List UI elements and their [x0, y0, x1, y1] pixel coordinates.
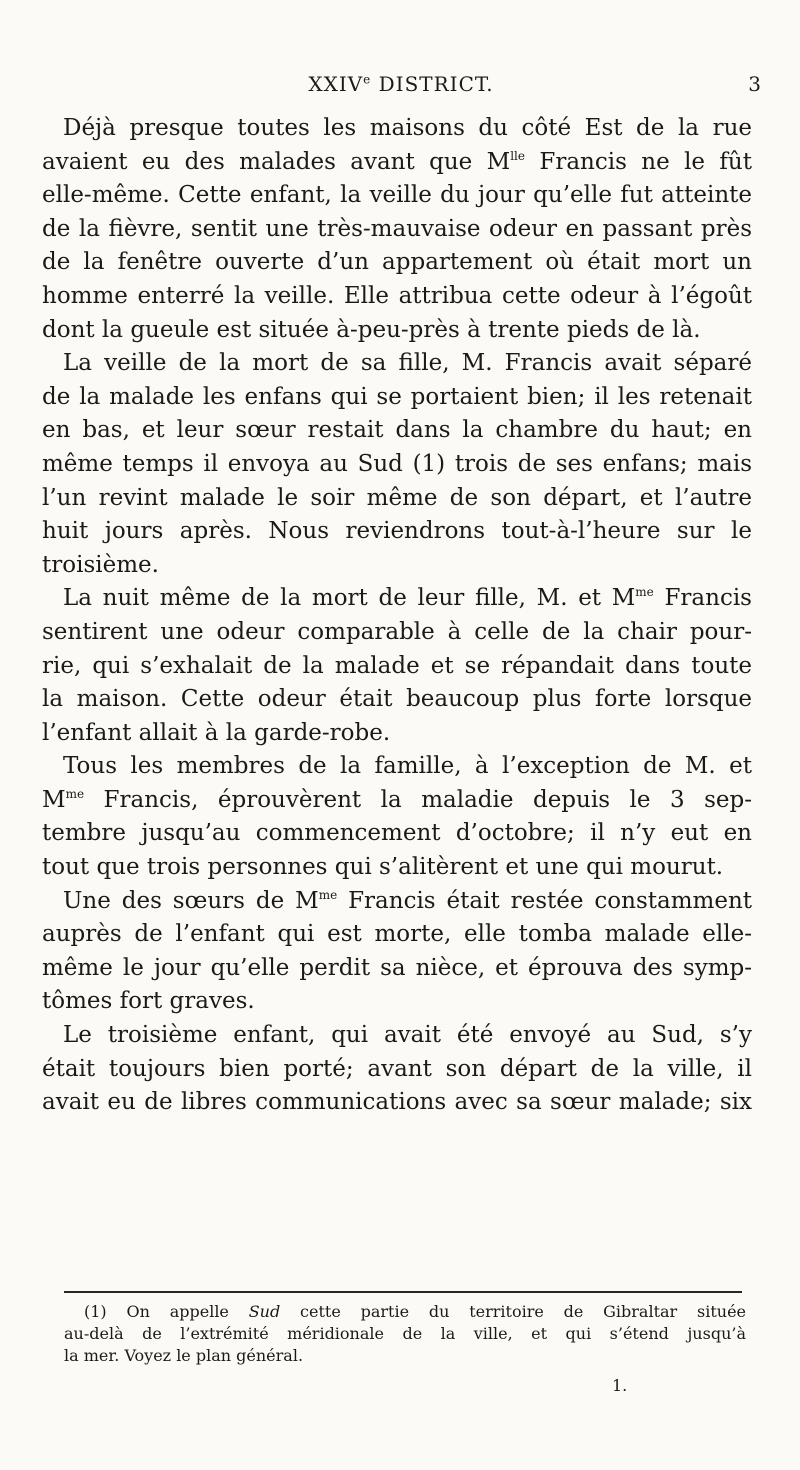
text-line — [42, 817, 752, 851]
text-line — [42, 1019, 752, 1053]
district-sup: e — [363, 72, 372, 87]
text-segment: Déjà presque toutes les maisons du côté Est de la rue — [63, 115, 752, 141]
text-line — [42, 582, 752, 616]
district-prefix: XXIV — [308, 72, 364, 96]
text-line — [42, 918, 752, 952]
signature-mark: 1. — [612, 1376, 628, 1395]
text-line — [42, 414, 752, 448]
footnote-line: la mer. Voyez le plan général. — [64, 1346, 304, 1365]
text-segment: Francis ne le fût — [524, 148, 752, 175]
text-line — [42, 717, 752, 751]
text-line — [42, 650, 752, 684]
text-segment: de la malade les enfans qui se portaient bien; il les retenait — [42, 383, 752, 410]
text-line — [42, 146, 752, 180]
text-segment: troisième. — [42, 551, 159, 578]
text-segment: tembre jusqu’au commencement d’octobre; il n’y eut en — [42, 820, 752, 847]
text-line — [42, 515, 752, 549]
text-line — [42, 314, 752, 348]
text-line — [42, 381, 752, 415]
footnote-text: On appelle — [106, 1302, 249, 1321]
text-segment: tômes fort graves. — [42, 988, 255, 1015]
text-line — [42, 952, 752, 986]
text-segment: elle-même. Cette enfant, la veille du jour qu’elle fut atteinte — [42, 182, 752, 209]
text-line — [42, 885, 752, 919]
footnote-line — [64, 1301, 746, 1323]
text-segment: la maison. Cette odeur était beaucoup plus forte lorsque — [42, 686, 752, 713]
text-line — [42, 179, 752, 213]
text-segment: était toujours bien porté; avant son départ de la ville, il — [42, 1055, 752, 1082]
text-line — [42, 616, 752, 650]
text-line — [42, 112, 752, 146]
text-line — [42, 1053, 752, 1087]
text-line — [42, 347, 752, 381]
text-segment: La veille de la mort de sa fille, M. Francis avait séparé — [63, 350, 752, 377]
text-line — [42, 246, 752, 280]
text-segment: huit jours après. Nous reviendrons tout-à-l’heure sur le — [42, 518, 752, 545]
text-segment: Une des sœurs de M — [63, 887, 319, 914]
text-line — [42, 784, 752, 818]
text-line — [42, 1086, 752, 1120]
text-segment: de la fenêtre ouverte d’un appartement où était mort un — [42, 249, 752, 276]
text-line — [42, 683, 752, 717]
footnote — [64, 1301, 746, 1367]
text-segment: avaient eu des malades avant que M — [42, 148, 511, 175]
page-header — [40, 72, 762, 102]
text-segment: rie, qui s’exhalait de la malade et se répandait dans toute — [42, 652, 752, 679]
text-segment: en bas, et leur sœur restait dans la chambre du haut; en — [42, 417, 752, 444]
text-segment: même temps il envoya au Sud (1) trois de ses enfans; mais — [42, 450, 752, 477]
text-line — [42, 851, 752, 885]
text-segment: avait eu de libres communications avec sa sœur malade; six — [42, 1089, 752, 1116]
page-number: 3 — [748, 72, 762, 96]
footnote-rule — [64, 1291, 742, 1293]
text-segment: Tous les membres de la famille, à l’exception de M. et — [63, 753, 752, 780]
text-segment: sentirent une odeur comparable à celle de la chair pour- — [42, 618, 752, 645]
text-segment: La nuit même de la mort de leur fille, M. et M — [63, 585, 636, 612]
text-segment: Francis était restée constamment — [337, 887, 753, 914]
text-segment: homme enterré la veille. Elle attribua cette odeur à l’égoût — [42, 282, 752, 309]
text-segment: auprès de l’enfant qui est morte, elle tomba malade elle- — [42, 921, 752, 948]
text-segment: M — [42, 786, 66, 813]
superscript: lle — [510, 148, 525, 163]
text-line — [42, 985, 752, 1019]
text-line — [42, 280, 752, 314]
text-segment: dont la gueule est située à-peu-près à trente pieds de là. — [42, 316, 701, 343]
district-suffix: DISTRICT. — [378, 72, 494, 96]
text-line — [42, 549, 752, 583]
footnote-term: Sud — [248, 1302, 281, 1321]
superscript: me — [65, 786, 85, 801]
text-segment: Francis — [653, 585, 752, 612]
text-segment: l’un revint malade le soir même de son départ, et l’autre — [42, 484, 752, 511]
footnote-marker: (1) — [84, 1302, 107, 1321]
text-segment: Le troisième enfant, qui avait été envoyé au Sud, s’y — [63, 1022, 752, 1049]
text-line — [42, 482, 752, 516]
superscript: me — [635, 585, 654, 600]
text-segment: l’enfant allait à la garde-robe. — [42, 719, 391, 746]
text-line — [42, 750, 752, 784]
text-segment: de la fièvre, sentit une très-mauvaise odeur en passant près — [42, 215, 752, 242]
text-segment: Francis, éprouvèrent la maladie depuis le 3 sep- — [84, 786, 752, 813]
body-text — [42, 112, 752, 1120]
footnote-text: cette partie du territoire de Gibraltar située — [280, 1302, 747, 1321]
text-segment: tout que trois personnes qui s’alitèrent et une qui mourut. — [42, 854, 724, 881]
text-line — [42, 213, 752, 247]
superscript: me — [318, 887, 338, 902]
text-line — [42, 448, 752, 482]
text-segment: même le jour qu’elle perdit sa nièce, et éprouva des symp- — [42, 954, 752, 981]
footnote-line: au-delà de l’extrémité méridionale de la ville, et qui s’étend jusqu’à — [64, 1324, 746, 1343]
running-head — [40, 72, 762, 96]
